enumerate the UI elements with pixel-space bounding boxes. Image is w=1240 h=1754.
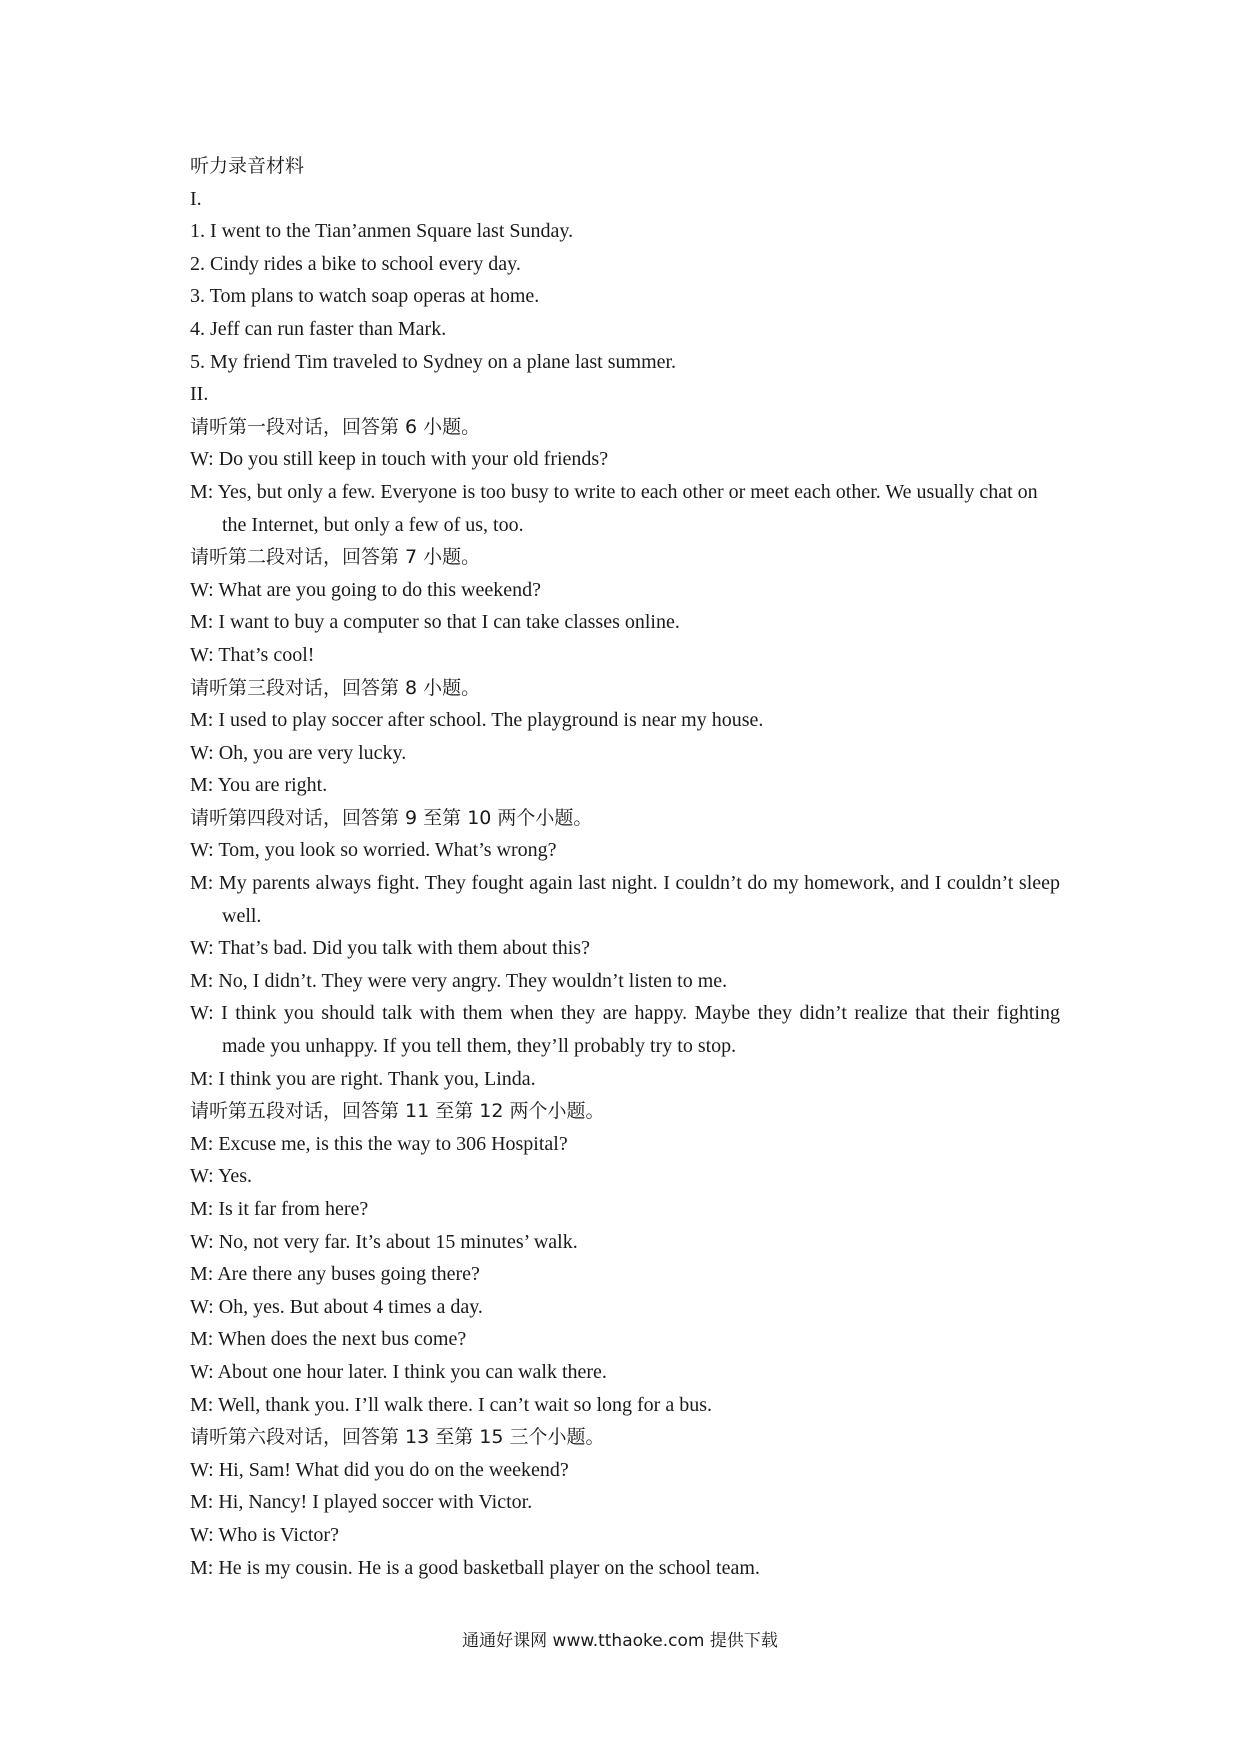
dialogue-1-instruction: 请听第一段对话，回答第 6 小题。: [190, 415, 481, 438]
dialogue-4-line-3: W: That’s bad. Did you talk with them about this?: [190, 937, 590, 960]
dialogue-2-instruction: 请听第二段对话，回答第 7 小题。: [190, 546, 481, 569]
dialogue-5-line-7: M: When does the next bus come?: [190, 1328, 467, 1351]
dialogue-3-instruction: 请听第三段对话，回答第 8 小题。: [190, 676, 481, 699]
section-heading-1: I.: [190, 187, 202, 210]
sentence-4: 4. Jeff can run faster than Mark.: [190, 317, 447, 340]
dialogue-6-line-2: M: Hi, Nancy! I played soccer with Victor.: [190, 1491, 533, 1514]
dialogue-6-instruction: 请听第六段对话，回答第 13 至第 15 三个小题。: [190, 1426, 605, 1449]
sentence-2: 2. Cindy rides a bike to school every day.: [190, 252, 521, 275]
sentence-3: 3. Tom plans to watch soap operas at home.: [190, 285, 540, 308]
dialogue-3-line-3: M: You are right.: [190, 774, 328, 797]
dialogue-4-line-5: W: I think you should talk with them when they are happy. Maybe they didn’t realize that their fighting made you unhappy. If you tell them, they’ll probably try to stop.: [190, 1002, 1060, 1058]
dialogue-4-line-1: W: Tom, you look so worried. What’s wrong?: [190, 839, 557, 862]
dialogue-5-line-5: M: Are there any buses going there?: [190, 1263, 480, 1286]
dialogue-5-line-8: W: About one hour later. I think you can walk there.: [190, 1360, 607, 1383]
dialogue-2-line-2: M: I want to buy a computer so that I can take classes online.: [190, 611, 680, 634]
dialogue-5-line-9: M: Well, thank you. I’ll walk there. I can’t wait so long for a bus.: [190, 1393, 712, 1416]
dialogue-5-line-3: M: Is it far from here?: [190, 1198, 369, 1220]
dialogue-6-line-1: W: Hi, Sam! What did you do on the weekend?: [190, 1458, 569, 1481]
sentence-5: 5. My friend Tim traveled to Sydney on a plane last summer.: [190, 350, 677, 373]
dialogue-4-instruction: 请听第四段对话，回答第 9 至第 10 两个小题。: [190, 806, 593, 829]
dialogue-5-line-6: W: Oh, yes. But about 4 times a day.: [190, 1295, 483, 1318]
dialogue-5-line-1: M: Excuse me, is this the way to 306 Hospital?: [190, 1132, 568, 1155]
dialogue-3-line-2: W: Oh, you are very lucky.: [190, 741, 407, 764]
dialogue-5-instruction: 请听第五段对话，回答第 11 至第 12 两个小题。: [190, 1100, 605, 1123]
page-footer: 通通好课网 www.tthaoke.com 提供下载: [462, 1631, 778, 1651]
dialogue-3-line-1: M: I used to play soccer after school. The playground is near my house.: [190, 709, 764, 732]
sentence-1: 1. I went to the Tian’anmen Square last Sunday.: [190, 220, 574, 243]
document-title: 听力录音材料: [190, 155, 305, 177]
section-heading-2: II.: [190, 383, 209, 406]
dialogue-6-line-3: W: Who is Victor?: [190, 1523, 339, 1546]
dialogue-5-line-2: W: Yes.: [190, 1165, 253, 1188]
dialogue-4-line-4: M: No, I didn’t. They were very angry. They wouldn’t listen to me.: [190, 969, 728, 992]
dialogue-4-line-6: M: I think you are right. Thank you, Linda.: [190, 1067, 536, 1090]
dialogue-1-line-1: W: Do you still keep in touch with your old friends?: [190, 448, 609, 471]
dialogue-2-line-1: W: What are you going to do this weekend?: [190, 578, 542, 601]
dialogue-4-line-2: M: My parents always fight. They fought again last night. I couldn’t do my homework, and I couldn’t sleep well.: [190, 872, 1060, 927]
dialogue-5-line-4: W: No, not very far. It’s about 15 minutes’ walk.: [190, 1230, 578, 1253]
dialogue-6-line-4: M: He is my cousin. He is a good basketball player on the school team.: [190, 1556, 760, 1579]
document-body: [190, 150, 1060, 1584]
dialogue-1-line-2: M: Yes, but only a few. Everyone is too busy to write to each other or meet each other. We usually chat on the Internet, but only a few of us, too.: [190, 480, 1038, 536]
dialogue-2-line-3: W: That’s cool!: [190, 643, 315, 666]
